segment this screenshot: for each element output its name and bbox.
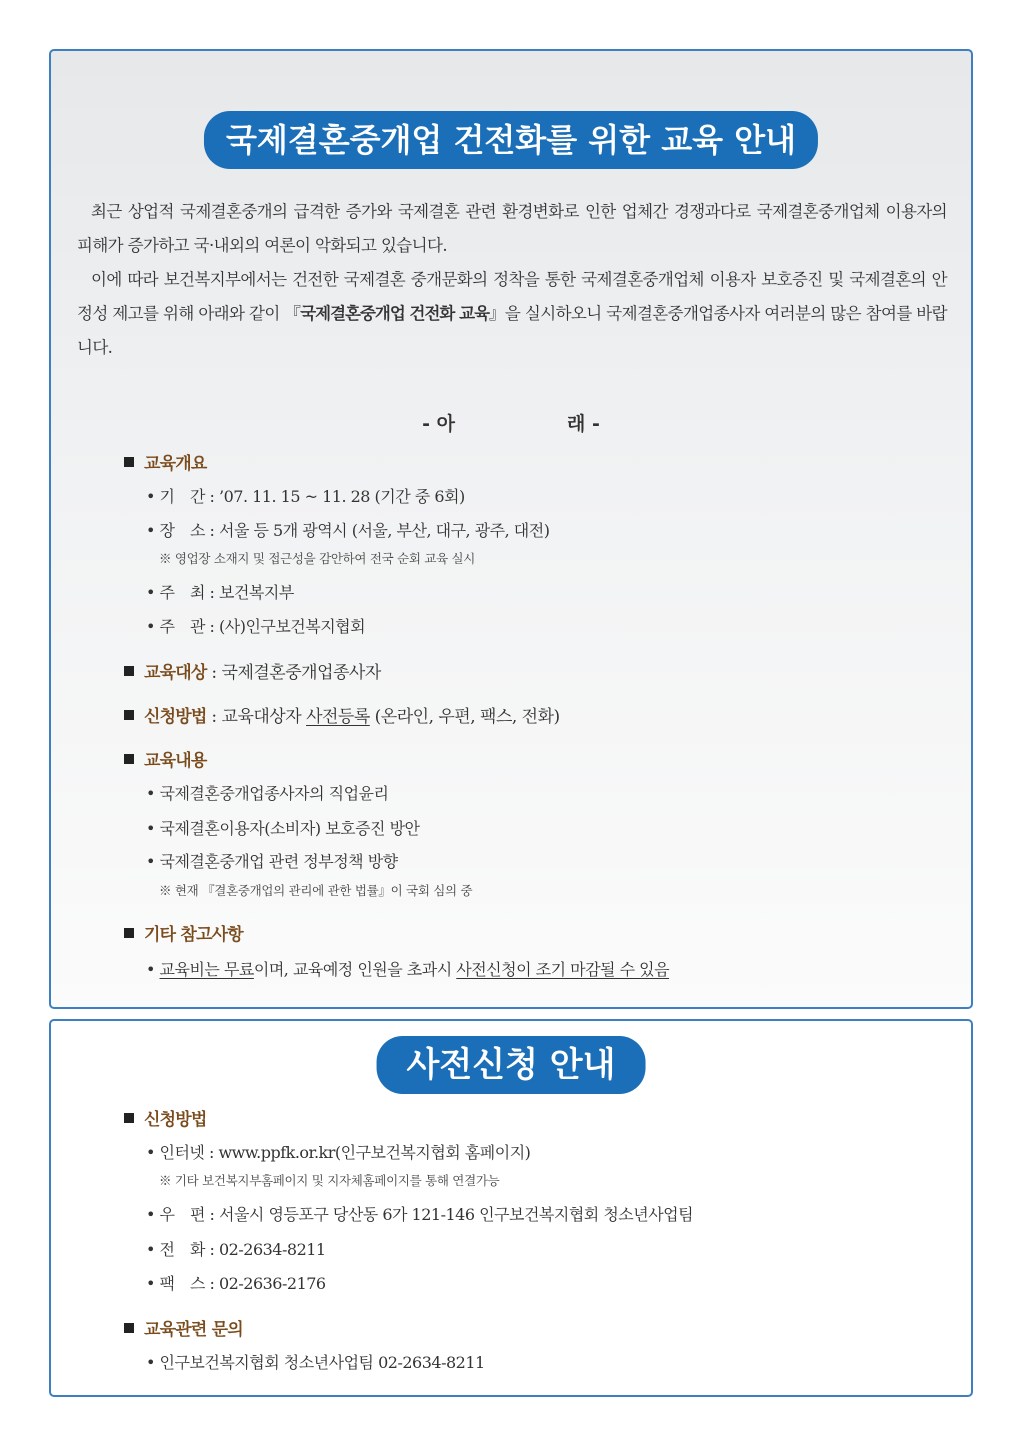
square-bullet-icon [124,457,134,467]
intro-bold-course-name: 국제결혼중개업 건전화 교육 [300,304,490,323]
intro-text [77,195,947,365]
preregistration-title: 사전신청 안내 [377,1036,646,1094]
section-heading: 교육관련 문의 [144,1320,243,1340]
section-heading: 교육내용 [144,751,207,771]
section-method [124,1105,207,1130]
square-bullet-icon [124,754,134,764]
section-overview [124,449,207,474]
overview-host: • 주 최 : 보건복지부 [146,583,294,602]
section-content [124,746,207,771]
section-apply: 신청방법 : 교육대상자 사전등록 (온라인, 우편, 팩스, 전화) [124,702,560,727]
square-bullet-icon [124,1323,134,1333]
education-notice-panel [49,49,973,1009]
section-heading: 교육개요 [144,454,207,474]
inquiry-contact: • 인구보건복지협회 청소년사업팀 02-2634-8211 [146,1353,485,1372]
method-mail: • 우 편 : 서울시 영등포구 당산동 6가 121-146 인구보건복지협회 청소년사업팀 [146,1205,694,1224]
etc-item: • 교육비는 무료이며, 교육예정 인원을 초과시 사전신청이 조기 마감될 수 있음 [146,960,670,979]
free-tuition-underlined: 교육비는 무료 [159,960,254,979]
content-note: ※ 현재 『결혼중개업의 관리에 관한 법률』이 국회 심의 중 [159,883,473,898]
section-heading: 신청방법 [144,1110,207,1130]
method-fax: • 팩 스 : 02-2636-2176 [146,1274,326,1293]
square-bullet-icon [124,710,134,720]
section-target [124,658,381,683]
overview-place: • 장 소 : 서울 등 5개 광역시 (서울, 부산, 대구, 광주, 대전) [146,521,550,540]
square-bullet-icon [124,666,134,676]
target-text: : 국제결혼중개업종사자 [206,663,381,683]
method-phone: • 전 화 : 02-2634-8211 [146,1240,326,1259]
preregistration-panel [49,1019,973,1397]
separator-heading: - 아 래 - [422,413,600,435]
method-internet-note: ※ 기타 보건복지부홈페이지 및 지자체홈페이지를 통해 연결가능 [159,1173,500,1188]
overview-period: • 기 간 : ’07. 11. 15 ~ 11. 28 (기간 중 6회) [146,487,465,506]
intro-paragraph-2: 이에 따라 보건복지부에서는 건전한 국제결혼 중개문화의 정착을 통한 국제결혼중개업체 이용자 보호증진 및 국제결혼의 안정성 제고를 위해 아래와 같이 『국제결혼중개업 건전화 교육』을 실시하오니 국제결혼중개업종사자 여러분의 많은 참여를 바랍니다. [77,270,947,357]
square-bullet-icon [124,1113,134,1123]
intro-paragraph-1: 최근 상업적 국제결혼중개의 급격한 증가와 국제결혼 관련 환경변화로 인한 업체간 경쟁과다로 국제결혼중개업체 이용자의 피해가 증가하고 국·내외의 여론이 악화되고 있습니다. [77,202,947,255]
section-heading: 교육대상 [144,663,207,683]
apply-preregistration-underlined: 사전등록 [306,707,370,727]
section-heading: 기타 참고사항 [144,925,243,945]
method-internet: • 인터넷 : www.ppfk.or.kr(인구보건복지협회 홈페이지) [146,1143,531,1162]
section-etc [124,920,243,945]
overview-place-note: ※ 영업장 소재지 및 접근성을 감안하여 전국 순회 교육 실시 [159,551,476,566]
content-item: • 국제결혼중개업 관련 정부정책 방향 [146,852,398,871]
notice-title: 국제결혼중개업 건전화를 위한 교육 안내 [204,111,818,169]
section-inquiry [124,1315,243,1340]
early-close-underlined: 사전신청이 조기 마감될 수 있음 [456,960,670,979]
content-item: • 국제결혼중개업종사자의 직업윤리 [146,784,389,803]
square-bullet-icon [124,928,134,938]
content-item: • 국제결혼이용자(소비자) 보호증진 방안 [146,819,420,838]
section-heading: 신청방법 [144,707,207,727]
overview-organizer: • 주 관 : (사)인구보건복지협회 [146,617,366,636]
